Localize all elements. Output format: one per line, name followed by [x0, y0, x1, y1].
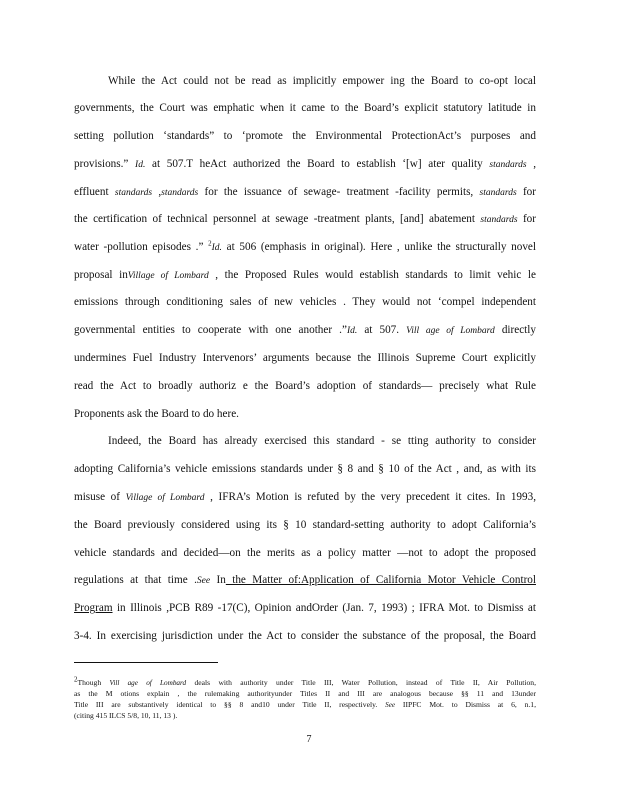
text-line [74, 573, 536, 588]
text-run: undermines Fuel Industry Intervenors’ arguments because the Illinois Supreme Court explicitly [74, 352, 536, 364]
text-run: for the issuance of sewage- treatment -facility permits, [198, 186, 480, 198]
text-run: at 506 (emphasis in original). Here , unlike the structurally novel [221, 241, 536, 253]
footnote-line [74, 675, 536, 688]
text-line [108, 434, 536, 448]
text-run: the certification of technical personnel at sewage -treatment plants, [and] abatement [74, 213, 481, 225]
italic-text: See [385, 701, 396, 709]
text-run: Program [74, 602, 113, 614]
text-line [74, 129, 536, 143]
text-run: (citing 415 ILCS 5/8, 10, 11, 13 ). [74, 711, 178, 720]
text-line [74, 546, 536, 560]
italic-text: Vill age of Lombard [406, 326, 495, 336]
text-line [74, 601, 536, 615]
text-run: proposal in [74, 269, 128, 281]
text-run: 3-4. In exercising jurisdiction under the Act to consider the substance of the proposal, the Board [74, 630, 536, 642]
text-line [74, 212, 536, 227]
text-line [74, 185, 536, 200]
italic-text: standards [480, 215, 518, 225]
italic-text: Vill age of Lombard [109, 679, 187, 687]
italic-text: Village of Lombard [125, 493, 205, 503]
text-line [74, 462, 536, 476]
text-run: Title III are substantively identical to §§ 8 and10 under Title II, respectively. [74, 700, 386, 709]
text-line [74, 629, 536, 643]
text-run: misuse of [74, 491, 126, 503]
footnote-marker: 2 [208, 239, 212, 248]
text-run: Proponents ask the Board to do here. [74, 408, 239, 420]
text-run: provisions.” [74, 158, 136, 170]
text-line [74, 101, 536, 115]
text-run: effluent [74, 186, 115, 198]
text-run: deals with authority under Title III, Water Pollution, instead of Title II, Air Pollution, [186, 678, 536, 687]
text-run: governmental entities to cooperate with one another .” [74, 324, 347, 336]
text-line [74, 407, 536, 421]
text-run: Though [77, 678, 110, 687]
italic-text: Id. [211, 243, 222, 253]
text-run: emissions through conditioning sales of new vehicles . They would not ‘compel independent [74, 296, 536, 308]
text-run: at 507. [357, 324, 407, 336]
footnote-line [74, 689, 536, 699]
text-run: governments, the Court was emphatic when it came to the Board’s explicit statutory latitude in [74, 102, 536, 114]
text-run: IIPFC Mot. to Dismiss at 6, n.1, [395, 700, 536, 709]
footnote-line [74, 700, 536, 710]
italic-text: standards [489, 160, 527, 170]
text-line [74, 490, 536, 505]
text-run: the Matter of:Application of California Motor Vehicle Control [225, 574, 536, 586]
text-run: , [526, 158, 537, 170]
text-run: , the Proposed Rules would establish standards to limit vehic le [208, 269, 536, 281]
text-run: read the Act to broadly authoriz e the Board’s adoption of standards— precisely what Rule [74, 380, 536, 392]
text-run: water -pollution episodes .” [74, 241, 209, 253]
italic-text: Village of Lombard [127, 271, 209, 281]
text-run: the Board previously considered using its § 10 standard-setting authority to adopt California’s [74, 519, 536, 531]
italic-text: See [196, 576, 211, 586]
text-run: Indeed, the Board has already exercised this standard - se tting authority to consider [108, 435, 536, 447]
text-run: , IFRA’s Motion is refuted by the very precedent it cites. In 1993, [204, 491, 536, 503]
text-line [74, 379, 536, 393]
text-run: adopting California’s vehicle emissions standards under § 8 and § 10 of the Act , and, as with its [74, 463, 536, 475]
text-line [74, 268, 536, 283]
text-run: , [152, 186, 162, 198]
text-line [74, 240, 536, 255]
text-run: for [517, 213, 536, 225]
italic-text: standards [479, 188, 517, 198]
text-run: directly [494, 324, 536, 336]
text-run: In [210, 574, 226, 586]
text-line [74, 295, 536, 309]
text-run: in Illinois ,PCB R89 -17(C), Opinion andOrder (Jan. 7, 1993) ; IFRA Mot. to Dismiss at [112, 602, 536, 614]
text-line [74, 518, 536, 532]
text-run: vehicle standards and decided—on the merits as a policy matter —not to adopt the proposed [74, 547, 536, 559]
text-run: at 507.T heAct authorized the Board to establish ‘[w] ater quality [145, 158, 490, 170]
italic-text: Id. [346, 326, 358, 336]
text-line [74, 351, 536, 365]
footnote-separator [74, 662, 218, 663]
text-line [74, 323, 536, 338]
text-run: for [516, 186, 536, 198]
italic-text: Id. [135, 160, 146, 170]
page-number: 7 [306, 734, 312, 745]
text-run: setting pollution ‘standards” to ‘promote the Environmental ProtectionAct’s purposes and [74, 130, 536, 142]
text-line [74, 157, 536, 172]
footnote-line [74, 711, 536, 721]
text-line [108, 74, 536, 88]
text-run: regulations at that time . [74, 574, 197, 586]
footnote-marker: 2 [74, 675, 78, 684]
text-run: as the M otions explain , the rulemaking authorityunder Titles II and III are analogous because §§ 11 and 13under [74, 689, 536, 698]
italic-text: standards [161, 188, 199, 198]
text-run: While the Act could not be read as implicitly empower ing the Board to co-opt local [108, 75, 536, 87]
italic-text: standards [114, 188, 153, 198]
